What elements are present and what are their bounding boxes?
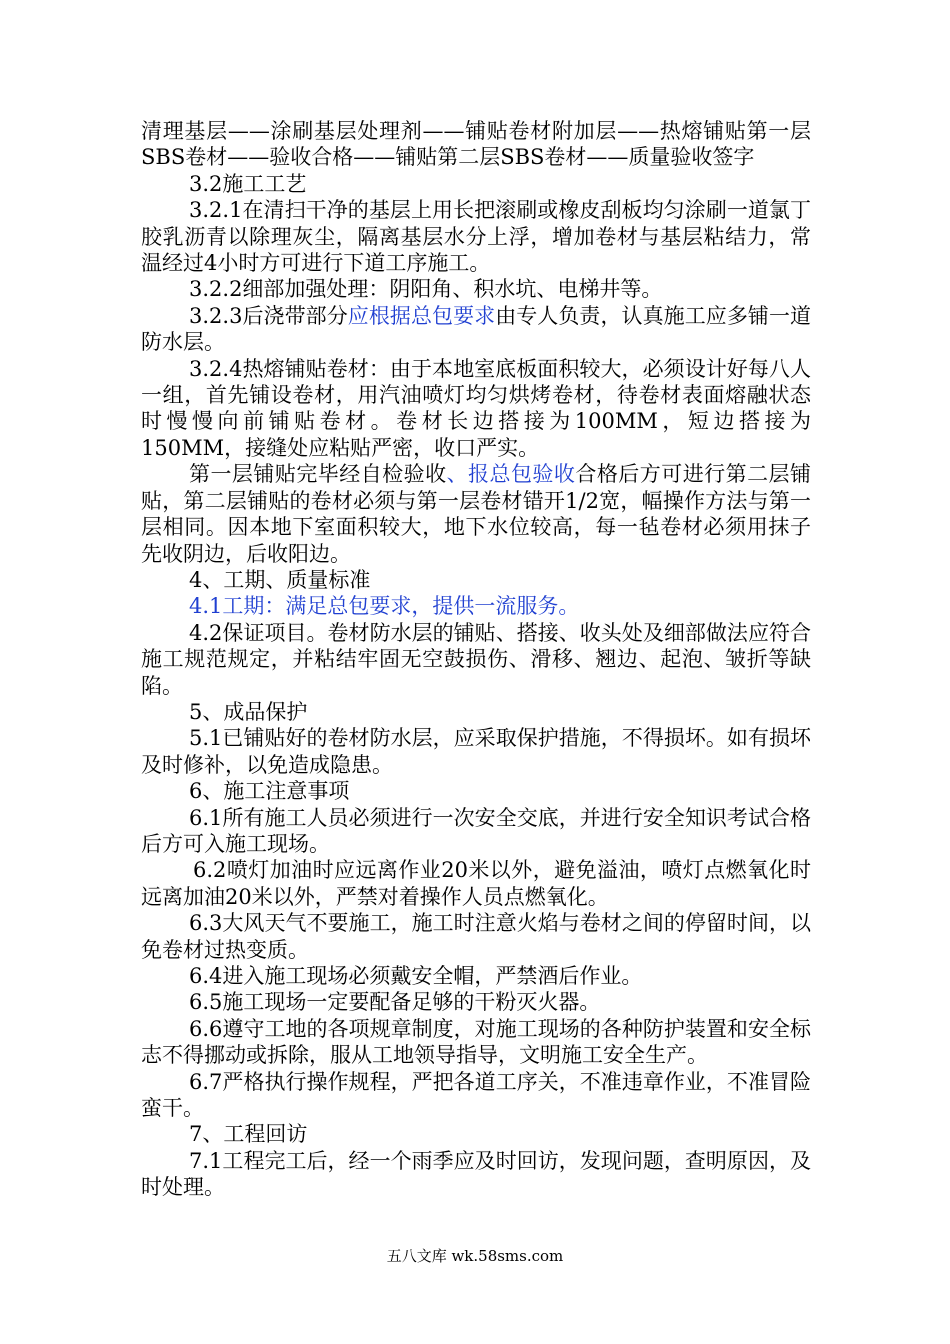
- text-run: 6.5施工现场一定要配备足够的干粉灭火器。: [189, 990, 601, 1015]
- paragraph: [141, 620, 811, 699]
- paragraph: [141, 778, 811, 804]
- paragraph: [141, 805, 811, 858]
- text-run: 由专人负责，认真施工应多铺一道防水层。: [141, 303, 811, 355]
- text-run: 4.2保证项目。卷材防水层的铺贴、搭接、收头处及细部做法应符合施工规范规定，并粘结牢固无空鼓损伤、滑移、翘边、起泡、皱折等缺陷。: [141, 620, 811, 698]
- text-run: 6.7严格执行操作规程，严把各道工序关，不准违章作业，不准冒险蛮干。: [141, 1069, 811, 1121]
- text-run: 3.2.3后浇带部分: [189, 303, 348, 328]
- highlighted-text: 应根据总包要求: [347, 303, 496, 328]
- paragraph: [141, 1016, 811, 1069]
- text-run: 4、工期、质量标准: [189, 567, 371, 592]
- paragraph: [141, 593, 811, 619]
- paragraph: [141, 356, 811, 462]
- text-run: 6.3大风天气不要施工，施工时注意火焰与卷材之间的停留时间，以免卷材过热变质。: [141, 911, 811, 962]
- text-run: 6.1所有施工人员必须进行一次安全交底，并进行安全知识考试合格后方可入施工现场。: [141, 805, 811, 856]
- paragraph: [141, 989, 811, 1015]
- paragraph: [141, 567, 811, 593]
- document-body: [141, 118, 811, 1201]
- paragraph: [141, 857, 811, 910]
- paragraph: [141, 1069, 811, 1122]
- paragraph: [141, 461, 811, 567]
- paragraph: [141, 171, 811, 197]
- text-run: 合格后方可进行第二层铺贴，第二层铺贴的卷材必须与第一层卷材错开1/2宽，幅操作方法与第一层相同。因本地下室面积较大，地下水位较高，每一毡卷材必须用抹子先收阴边，后收阳边。: [141, 462, 812, 566]
- paragraph: [141, 303, 811, 356]
- text-run: 3.2.1在清扫干净的基层上用长把滚刷或橡皮刮板均匀涂刷一道氯丁胶乳沥青以除理灰尘，隔离基层水分上浮，增加卷材与基层粘结力，常温经过4小时方可进行下道工序施工。: [141, 198, 811, 276]
- text-run: 清理基层——涂刷基层处理剂——铺贴卷材附加层——热熔铺贴第一层SBS卷材——验收合格——铺贴第二层SBS卷材——质量验收签字: [141, 119, 811, 170]
- text-run: 5.1已铺贴好的卷材防水层，应采取保护措施，不得损坏。如有损坏及时修补，以免造成隐患。: [141, 726, 811, 777]
- text-run: 5、成品保护: [189, 699, 308, 724]
- text-run: 6.4进入施工现场必须戴安全帽，严禁酒后作业。: [189, 964, 643, 988]
- text-run: 3.2.4热熔铺贴卷材：由于本地室底板面积较大，必须设计好每八人一组，首先铺设卷材，用汽油喷灯均匀烘烤卷材，待卷材表面熔融状态时慢慢向前铺贴卷材。卷材长边搭接为100MM，短边搭接为150MM，接缝处应粘贴严密，收口严实。: [141, 356, 811, 460]
- paragraph: [141, 1121, 811, 1147]
- paragraph: [141, 197, 811, 276]
- paragraph: [141, 963, 811, 989]
- paragraph: [141, 725, 811, 778]
- highlighted-text: 4.1工期：满足总包要求，提供一流服务。: [189, 594, 580, 619]
- text-run: 7.1工程完工后，经一个雨季应及时回访，发现问题，查明原因，及时处理。: [141, 1148, 811, 1200]
- highlighted-text: 、报总包验收: [446, 462, 576, 487]
- paragraph: [141, 118, 811, 171]
- text-run: 6.2喷灯加油时应远离作业20米以外，避免溢油，喷灯点燃氧化时远离加油20米以外，严禁对着操作人员点燃氧化。: [141, 858, 811, 909]
- text-run: 7、工程回访: [189, 1122, 308, 1147]
- paragraph: [141, 910, 811, 963]
- text-run: 6、施工注意事项: [189, 779, 350, 804]
- text-run: 3.2施工工艺: [189, 171, 307, 196]
- page-footer: 五八文库 wk.58sms.com: [386, 1247, 564, 1265]
- paragraph: [141, 1148, 811, 1201]
- text-run: 3.2.2细部加强处理：阴阳角、积水坑、电梯井等。: [189, 277, 663, 302]
- paragraph: [141, 276, 811, 302]
- paragraph: [141, 699, 811, 725]
- text-run: 第一层铺贴完毕经自检验收: [189, 462, 447, 487]
- text-run: 6.6遵守工地的各项规章制度，对施工现场的各种防护装置和安全标志不得挪动或拆除，服从工地领导指导，文明施工安全生产。: [141, 1016, 811, 1068]
